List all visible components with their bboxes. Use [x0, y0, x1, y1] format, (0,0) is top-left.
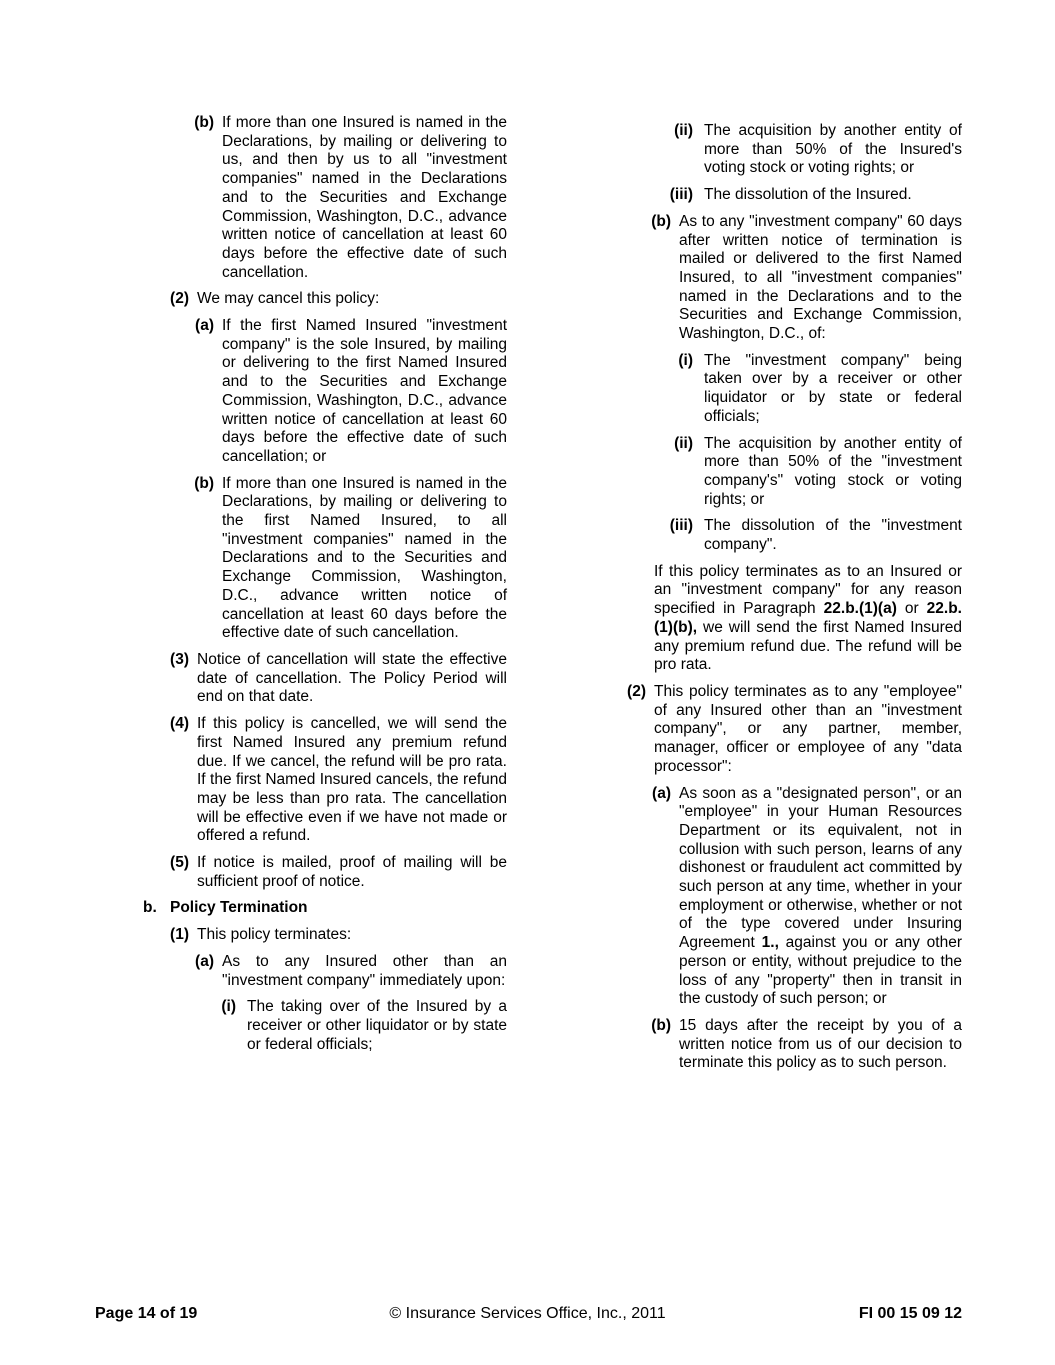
item-label: b. — [143, 899, 157, 917]
item-text: If the first Named Insured "investment company" is the sole Insured, by mailing or delivering to the first Named Insured and to the Securities and Exchange Commission, Washington, D.C., advance written notice of cancellation at least 60 days before the effective date of such cancellation; or — [222, 317, 507, 465]
list-item — [143, 899, 507, 918]
item-label: (iii) — [669, 517, 693, 535]
item-text: If notice is mailed, proof of mailing will be sufficient proof of notice. — [197, 854, 507, 890]
list-item — [600, 186, 962, 205]
item-label: (i) — [221, 998, 236, 1016]
item-text: The acquisition by another entity of more than 50% of the Insured's voting stock or voting rights; or — [704, 122, 962, 177]
item-label: (2) — [170, 290, 189, 308]
item-text: The taking over of the Insured by a receiver or other liquidator or by state or federal officials; — [247, 998, 507, 1053]
list-item — [600, 683, 962, 777]
item-text: As to any Insured other than an "investment company" immediately upon: — [222, 952, 507, 989]
list-item — [143, 998, 507, 1054]
item-text: The acquisition by another entity of more than 50% of the "investment company's" voting stock or voting rights; or — [704, 434, 962, 508]
list-item — [143, 651, 507, 707]
list-item — [143, 114, 507, 282]
list-item — [143, 715, 507, 846]
item-text: If this policy terminates as to an Insured or an "investment company" for any reason specified in Paragraph 22.b.(1)(a) or 22.b.(1)(b), we will send the first Named Insured any premium refund due. The refund will be pro rata. — [654, 562, 962, 674]
item-label: (4) — [170, 715, 189, 733]
item-text: 15 days after the receipt by you of a written notice from us of our decision to terminate this policy as to such person. — [679, 1016, 962, 1072]
list-item — [600, 517, 962, 554]
item-text: As to any "investment company" 60 days after written notice of termination is mailed or delivered to the first Named Insured, to all "investment companies" named in the Declarations and to the Securities and Exchange Commission, Washington, D.C., of: — [679, 212, 962, 343]
form-number: FI 00 15 09 12 — [858, 1305, 962, 1322]
list-item — [600, 352, 962, 427]
item-text: The dissolution of the Insured. — [704, 186, 912, 204]
item-text: This policy terminates: — [197, 926, 352, 944]
item-text: Policy Termination — [170, 899, 308, 917]
item-label: (iii) — [669, 186, 693, 204]
item-text: The "investment company" being taken over by a receiver or other liquidator or by state or federal officials; — [704, 351, 962, 425]
item-label: (1) — [170, 926, 189, 944]
item-text: We may cancel this policy: — [197, 290, 380, 308]
item-text: This policy terminates as to any "employee" of any Insured other than an "investment company", or any partner, member, manager, officer or employee of any "data processor": — [654, 682, 962, 775]
list-item — [600, 122, 962, 178]
item-label: (5) — [170, 854, 189, 872]
item-text: As soon as a "designated person", or an "employee" in your Human Resources Department or its equivalent, not in collusion with such person, learns of any dishonest or fraudulent act committed by such person at any time, whether in your employment or otherwise, whether or not of the type covered under Insuring Agreement 1., against you or any other person or entity, without prejudice to the loss of any "property" then in transit in the custody of such person; or — [679, 784, 962, 1008]
list-item — [143, 854, 507, 891]
item-text: If this policy is cancelled, we will send the first Named Insured any premium refund due. If we cancel, the refund will be pro rata. If the first Named Insured cancels, the refund may be less than pro rata. The cancellation will be effective even if we have not made or offered a refund. — [197, 715, 507, 845]
page-number: Page 14 of 19 — [95, 1305, 198, 1322]
left-column — [143, 114, 507, 1062]
item-label: (ii) — [674, 434, 693, 452]
item-label: (a) — [195, 317, 214, 335]
copyright-notice: © Insurance Services Office, Inc., 2011 — [389, 1305, 666, 1322]
item-label: (i) — [678, 351, 693, 369]
page-footer — [0, 1305, 1055, 1325]
list-item — [600, 1017, 962, 1073]
item-label: (b) — [651, 1016, 671, 1034]
paragraph — [600, 563, 962, 675]
item-text: The dissolution of the "investment company". — [704, 517, 962, 554]
item-label: (a) — [195, 952, 214, 970]
right-column — [600, 122, 962, 1081]
item-text: Notice of cancellation will state the effective date of cancellation. The Policy Period will end on that date. — [197, 650, 507, 706]
item-label: (a) — [652, 784, 671, 802]
item-label: (b) — [194, 114, 214, 131]
item-label: (ii) — [674, 122, 693, 139]
list-item — [143, 475, 507, 643]
item-text: If more than one Insured is named in the Declarations, by mailing or delivering to the first Named Insured, to all "investment companies" named in the Declarations and to the Securities and Exchange Commission, Washington, D.C., advance written notice of cancellation at least 60 days before the effective date of such cancellation. — [222, 474, 507, 642]
item-text: If more than one Insured is named in the Declarations, by mailing or delivering to us, and then by us to all "investment companies" named in the Declarations and to the Securities and Exchange Commission, Washington, D.C., advance written notice of cancellation at least 60 days before the effective date of such cancellation. — [222, 114, 507, 281]
list-item — [600, 785, 962, 1009]
item-label: (b) — [194, 474, 214, 492]
list-item — [143, 317, 507, 467]
list-item — [143, 953, 507, 990]
list-item — [143, 926, 507, 945]
list-item — [600, 213, 962, 344]
list-item — [600, 435, 962, 510]
list-item — [143, 290, 507, 309]
item-label: (2) — [627, 682, 646, 700]
item-label: (3) — [170, 650, 189, 668]
item-label: (b) — [651, 212, 671, 230]
